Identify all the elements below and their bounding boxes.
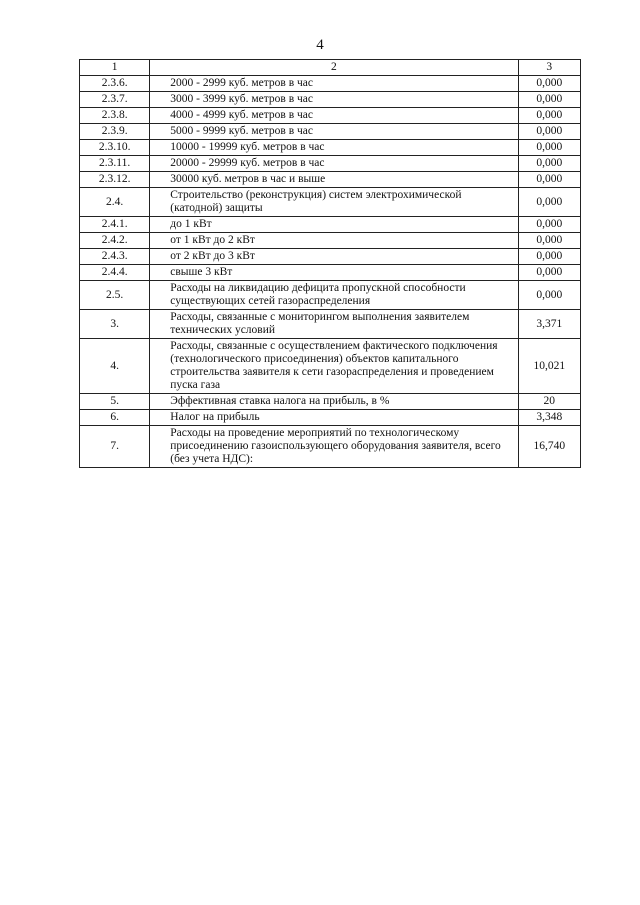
column-header-1: 1 — [80, 60, 150, 76]
row-value: 0,000 — [518, 233, 580, 249]
tariff-table-body — [80, 60, 581, 468]
table-row — [80, 410, 581, 426]
table-row — [80, 233, 581, 249]
row-description: до 1 кВт — [150, 217, 518, 233]
row-value: 10,021 — [518, 339, 580, 394]
table-row — [80, 140, 581, 156]
row-description: Расходы, связанные с осуществлением фактического подключения (технологического присоединения) объектов капитального строительства заявителя к сети газораспределения и проведением пуска газа — [150, 339, 518, 394]
row-number: 2.3.6. — [80, 76, 150, 92]
row-value: 0,000 — [518, 265, 580, 281]
table-row — [80, 310, 581, 339]
table-row — [80, 339, 581, 394]
table-row — [80, 281, 581, 310]
row-description: Расходы на проведение мероприятий по технологическому присоединению газоиспользующего оборудования заявителя, всего (без учета НДС): — [150, 426, 518, 468]
row-description: Эффективная ставка налога на прибыль, в % — [150, 394, 518, 410]
table-row — [80, 188, 581, 217]
row-value: 3,348 — [518, 410, 580, 426]
row-value: 0,000 — [518, 217, 580, 233]
row-number: 6. — [80, 410, 150, 426]
row-number: 7. — [80, 426, 150, 468]
row-value: 0,000 — [518, 249, 580, 265]
row-value: 0,000 — [518, 76, 580, 92]
row-description: Расходы, связанные с мониторингом выполнения заявителем технических условий — [150, 310, 518, 339]
table-row — [80, 92, 581, 108]
row-number: 2.3.8. — [80, 108, 150, 124]
tariff-table — [79, 59, 581, 468]
row-description: 30000 куб. метров в час и выше — [150, 172, 518, 188]
table-row — [80, 265, 581, 281]
table-row — [80, 124, 581, 140]
row-value: 16,740 — [518, 426, 580, 468]
row-description: Налог на прибыль — [150, 410, 518, 426]
row-description: Расходы на ликвидацию дефицита пропускной способности существующих сетей газораспределения — [150, 281, 518, 310]
row-description: 5000 - 9999 куб. метров в час — [150, 124, 518, 140]
row-description: от 1 кВт до 2 кВт — [150, 233, 518, 249]
table-row — [80, 172, 581, 188]
row-number: 2.5. — [80, 281, 150, 310]
row-description: 20000 - 29999 куб. метров в час — [150, 156, 518, 172]
row-value: 0,000 — [518, 281, 580, 310]
row-value: 0,000 — [518, 188, 580, 217]
table-row — [80, 108, 581, 124]
row-number: 2.4.2. — [80, 233, 150, 249]
row-value: 0,000 — [518, 172, 580, 188]
row-description: 4000 - 4999 куб. метров в час — [150, 108, 518, 124]
row-description: 2000 - 2999 куб. метров в час — [150, 76, 518, 92]
table-row — [80, 76, 581, 92]
row-description: 10000 - 19999 куб. метров в час — [150, 140, 518, 156]
row-number: 2.3.7. — [80, 92, 150, 108]
row-value: 3,371 — [518, 310, 580, 339]
row-value: 0,000 — [518, 156, 580, 172]
row-description: 3000 - 3999 куб. метров в час — [150, 92, 518, 108]
row-description: Строительство (реконструкция) систем электрохимической (катодной) защиты — [150, 188, 518, 217]
row-number: 2.4.1. — [80, 217, 150, 233]
row-value: 0,000 — [518, 92, 580, 108]
row-number: 2.3.9. — [80, 124, 150, 140]
row-number: 5. — [80, 394, 150, 410]
page-number: 4 — [316, 37, 324, 53]
row-number: 4. — [80, 339, 150, 394]
row-description: свыше 3 кВт — [150, 265, 518, 281]
column-header-2: 2 — [150, 60, 518, 76]
row-number: 2.4.3. — [80, 249, 150, 265]
table-header-row — [80, 60, 581, 76]
column-header-3: 3 — [518, 60, 580, 76]
table-row — [80, 249, 581, 265]
row-value: 20 — [518, 394, 580, 410]
row-number: 2.3.10. — [80, 140, 150, 156]
row-value: 0,000 — [518, 124, 580, 140]
table-row — [80, 217, 581, 233]
row-number: 2.4.4. — [80, 265, 150, 281]
table-row — [80, 394, 581, 410]
row-description: от 2 кВт до 3 кВт — [150, 249, 518, 265]
table-row — [80, 156, 581, 172]
row-value: 0,000 — [518, 140, 580, 156]
row-number: 3. — [80, 310, 150, 339]
row-value: 0,000 — [518, 108, 580, 124]
row-number: 2.3.12. — [80, 172, 150, 188]
row-number: 2.4. — [80, 188, 150, 217]
row-number: 2.3.11. — [80, 156, 150, 172]
table-row — [80, 426, 581, 468]
